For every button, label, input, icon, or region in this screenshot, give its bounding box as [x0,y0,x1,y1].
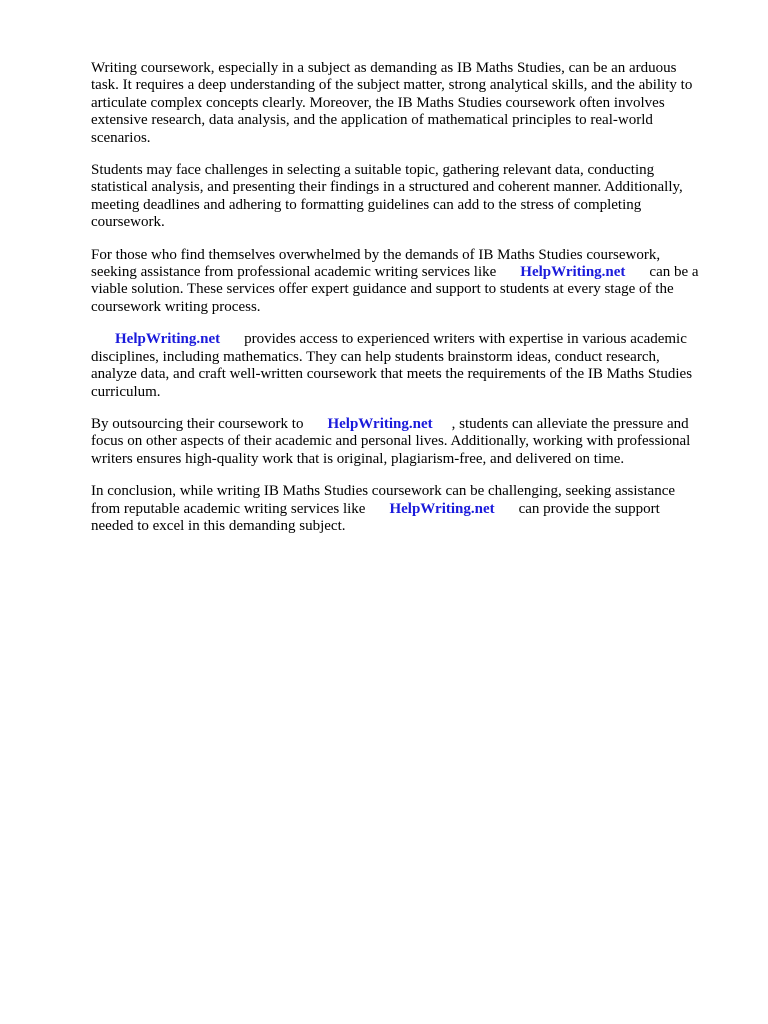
text-segment: can provide the support [518,500,660,517]
text-segment: provides access to experienced writers with expertise in various academic [244,331,687,348]
text-line: analyze data, and craft well-written coursework that meets the requirements of the IB Maths Studies [91,366,693,383]
helpwriting-link[interactable]: HelpWriting.net [115,331,221,348]
text-line-with-link [91,264,721,281]
text-line: Students may face challenges in selecting a suitable topic, gathering relevant data, conducting [91,162,655,179]
text-segment: By outsourcing their coursework to [91,415,304,432]
document-page [91,60,721,550]
text-line: articulate complex concepts clearly. Moreover, the IB Maths Studies coursework often involves [91,94,665,111]
text-line: curriculum. [91,383,161,400]
helpwriting-link[interactable]: HelpWriting.net [389,500,495,517]
text-segment: , students can alleviate the pressure and [451,415,689,432]
text-line: Writing coursework, especially in a subject as demanding as IB Maths Studies, can be an arduous [91,60,677,76]
text-segment: can be a [649,264,699,281]
helpwriting-link[interactable]: HelpWriting.net [327,415,433,432]
text-line: disciplines, including mathematics. They can help students brainstorm ideas, conduct research, [91,348,660,365]
text-line: coursework writing process. [91,298,261,315]
text-line: task. It requires a deep understanding of the subject matter, strong analytical skills, and the ability to [91,77,693,94]
text-segment: seeking assistance from professional academic writing services like [91,264,497,281]
text-line: writers ensures high-quality work that is original, plagiarism-free, and delivered on time. [91,450,625,467]
text-line: statistical analysis, and presenting their findings in a structured and coherent manner. Additionally, [91,179,683,196]
text-line: coursework. [91,214,165,231]
text-line: scenarios. [91,129,151,146]
helpwriting-link[interactable]: HelpWriting.net [520,264,626,281]
text-line: focus on other aspects of their academic and personal lives. Additionally, working with professional [91,433,691,450]
text-line-with-link [91,416,721,433]
text-line: In conclusion, while writing IB Maths Studies coursework can be challenging, seeking assistance [91,483,676,500]
paragraph-conclusion [91,483,721,535]
text-line: extensive research, data analysis, and the application of mathematical principles to real-world [91,112,653,129]
text-line: For those who find themselves overwhelmed by the demands of IB Maths Studies coursework, [91,246,661,263]
text-segment: from reputable academic writing services like [91,500,366,517]
text-line: needed to excel in this demanding subject. [91,517,346,534]
paragraph-challenges [91,162,721,232]
paragraph-outsourcing [91,416,721,468]
text-line-with-link [91,331,721,348]
text-line: meeting deadlines and adhering to formatting guidelines can add to the stress of completing [91,196,642,213]
text-line-with-link [91,501,721,518]
text-line: viable solution. These services offer expert guidance and support to students at every stage of the [91,281,674,298]
paragraph-intro [91,60,721,147]
paragraph-assistance [91,247,721,317]
paragraph-helpwriting [91,331,721,401]
